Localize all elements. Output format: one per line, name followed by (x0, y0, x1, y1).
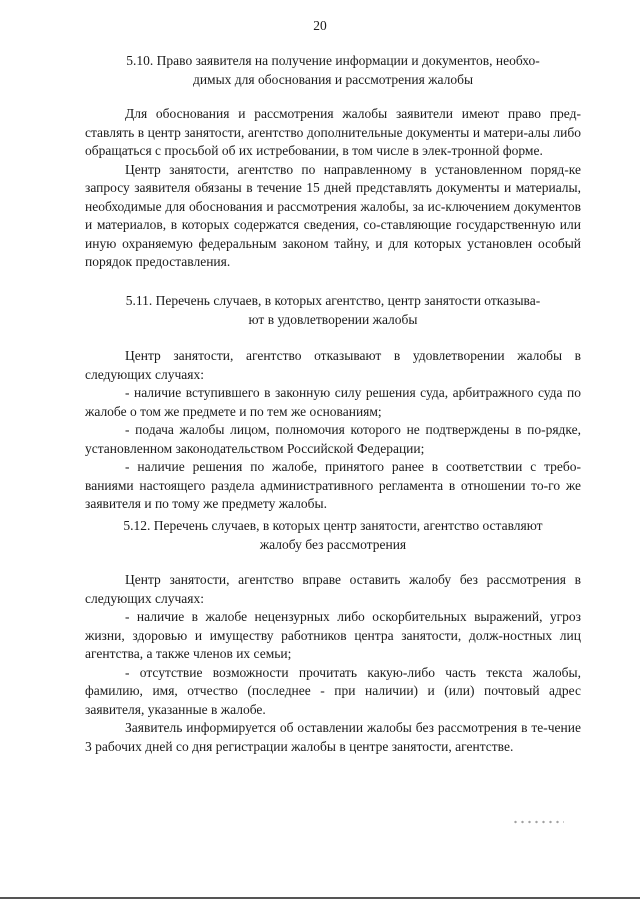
list-item: - наличие решения по жалобе, принятого ранее в соответствии с требо-ваниями настоящего раздела административного регламента в отношении то-го же заявителя и по тому же предмету жалобы. (85, 459, 581, 511)
section-5-10-body (85, 105, 581, 272)
scan-edge-line (0, 897, 640, 899)
section-5-12-body (85, 571, 581, 756)
list-item: - наличие в жалобе нецензурных либо оскорбительных выражений, угроз жизни, здоровью и имуществу работников центра занятости, долж-ностных лиц агентства, а также членов их семьи; (85, 609, 581, 661)
paragraph: Для обоснования и рассмотрения жалобы заявители имеют право пред-ставлять в центр занятости, агентство дополнительные документы и матери-алы либо обращаться с просьбой об их истребовании, в том числе в элек-тронной форме. (85, 106, 581, 158)
heading-line: димых для обоснования и рассмотрения жалобы (192, 71, 474, 87)
heading-line: 5.11. Перечень случаев, в которых агентство, центр занятости отказыва- (125, 293, 541, 308)
list-item: - наличие вступившего в законную силу решения суда, арбитражного суда по жалобе о том же предмете и по тем же основаниям; (85, 385, 581, 419)
heading-line: ют в удовлетворении жалобы (248, 311, 418, 327)
list-item: - подача жалобы лицом, полномочия которого не подтверждены в по-рядке, установленном законодательством Российской Федерации; (85, 422, 581, 456)
scan-smudge (512, 820, 564, 824)
section-5-11-body (85, 347, 581, 514)
heading-line: 5.12. Перечень случаев, в которых центр занятости, агентство оставляют (123, 518, 543, 533)
section-5-12-heading (85, 517, 581, 554)
heading-line: жалобу без рассмотрения (259, 536, 407, 552)
paragraph: Центр занятости, агентство отказывают в удовлетворении жалобы в следующих случаях: (85, 348, 581, 382)
paragraph: Центр занятости, агентство по направленному в установленном поряд-ке запросу заявителя обязаны в течение 15 дней представлять документы и материалы, необходимые для обоснования и рассмотрения жалобы, за ис-ключением документов и материалов, в которых содержатся сведения, со-ставляющие государственную или иную охраняемую федеральным законом тайну, и для которых установлен особый порядок предоставления. (85, 161, 581, 269)
page-number: 20 (313, 18, 327, 33)
list-item: - отсутствие возможности прочитать какую-либо часть текста жалобы, фамилию, имя, отчество (последнее - при наличии) и (или) почтовый адрес заявителя, указанные в жалобе. (85, 664, 581, 717)
section-5-10-heading (85, 52, 581, 89)
paragraph: Центр занятости, агентство вправе оставить жалобу без рассмотрения в следующих случаях: (85, 572, 581, 606)
section-5-11-heading (85, 292, 581, 329)
paragraph: Заявитель информируется об оставлении жалобы без рассмотрения в те-чение 3 рабочих дней со дня регистрации жалобы в центре занятости, агентстве. (85, 720, 581, 754)
heading-line: 5.10. Право заявителя на получение информации и документов, необхо- (126, 53, 540, 68)
